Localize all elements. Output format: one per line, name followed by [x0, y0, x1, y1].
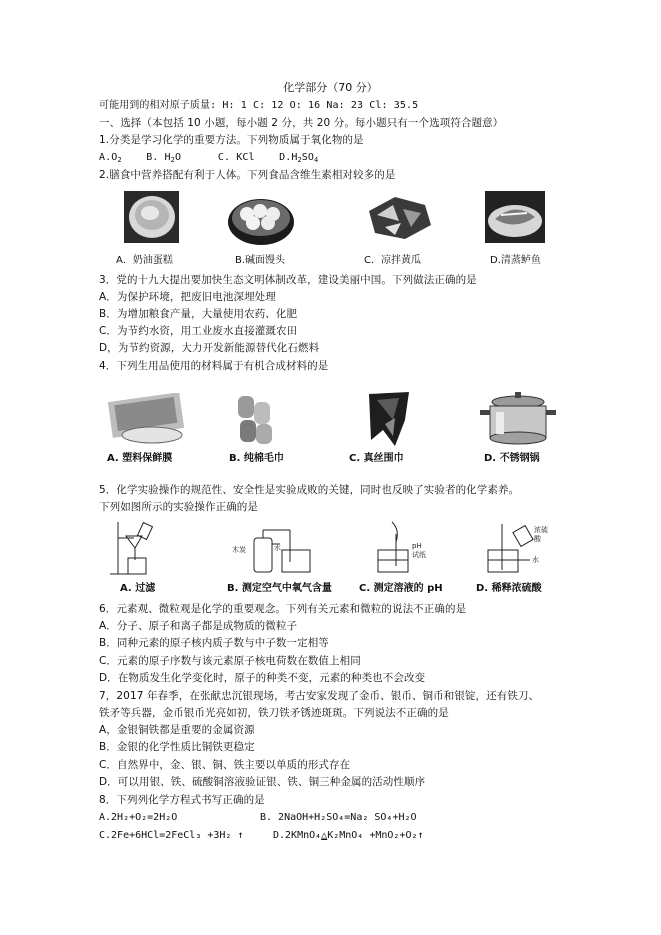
q5-stem-line2: 下列如图所示的实验操作正确的是	[99, 501, 258, 513]
q7-option-b: B．金银的化学性质比铜铁更稳定	[99, 741, 255, 753]
q1-option-a: $A.O_2$	[99, 152, 122, 164]
acid-label-1: 浓硫	[534, 526, 548, 534]
q8-option-d: D.2KMnO₄△K₂MnO₄ +MnO₂+O₂↑	[273, 830, 424, 841]
water-label: 水	[274, 544, 281, 552]
q8-option-b: B. 2NaOH+H₂SO₄=Na₂ SO₄+H₂O	[260, 812, 417, 823]
q4-option-d: D. 不锈钢锅	[484, 453, 540, 464]
q5-option-b: B. 测定空气中氧气含量	[227, 583, 332, 594]
q8-option-c: C.2Fe+6HCl=2FeCl₃ +3H₂ ↑	[99, 830, 244, 841]
q3-option-c: C．为节约水资，用工业废水直接灌溉农田	[99, 325, 298, 337]
q4-stem: 4．下列生用品使用的材料属于有机合成材料的是	[99, 360, 329, 372]
q5-option-c: C. 测定溶液的 pH	[359, 583, 443, 594]
water-label-2: 水	[532, 556, 539, 564]
q7-option-c: C．自然界中，金、银、铜、铁主要以单质的形式存在	[99, 759, 351, 771]
q4-option-b: B. 纯棉毛巾	[229, 453, 284, 464]
q1-option-d: $D.H_2SO_4$	[279, 152, 319, 164]
q7-option-a: A，金银铜铁都是重要的金属资源	[99, 724, 255, 736]
q6-stem: 6．元素观、微粒观是化学的重要观念。下列有关元素和微粒的说法不正确的是	[99, 603, 467, 615]
q7-stem-line1: 7，2017 年春季，在张献忠沉银现场，考古安家发现了金币、银币、铜币和银锭，还有铁刀、	[99, 690, 540, 702]
charcoal-label: 木炭	[232, 546, 246, 554]
dilution-diagram	[484, 520, 564, 578]
q7-stem-line2: 铁矛等兵器，金币银币光亮如初，铁刀铁矛锈迹斑斑。下列说法不正确的是	[99, 707, 449, 719]
q1-option-b: B. $H_2O$	[146, 152, 182, 164]
steel-pot-image	[478, 390, 558, 448]
q5-option-d: D. 稀释浓硫酸	[476, 583, 542, 594]
cake-image	[124, 191, 179, 243]
delta-sign: △	[321, 830, 328, 841]
q6-option-c: C．元素的原子序数与该元素原子核电荷数在数值上相同	[99, 655, 361, 667]
q3-option-d: D，为节约资源，大力开发新能源替代化石燃料	[99, 342, 320, 354]
steamed-buns-image	[227, 190, 295, 247]
q2-option-c: C．凉拌黄瓜	[364, 255, 421, 266]
q2-option-d: D.清蒸鲈鱼	[490, 255, 541, 266]
atomic-mass-line: 可能用到的相对原子质量: H: 1 C: 12 O: 16 Na: 23 Cl: 35.5	[99, 100, 419, 111]
q8-option-a: A.2H₂+O₂=2H₂O	[99, 812, 178, 823]
ph-test-diagram	[372, 520, 442, 578]
q5-stem-line1: 5．化学实验操作的规范性、安全性是实验成败的关键，同时也反映了实验者的化学素养。	[99, 484, 520, 496]
ph-label: pH	[412, 542, 422, 550]
q2-stem: 2.膳食中营养搭配有利于人体。下列食品含维生素相对较多的是	[99, 169, 396, 181]
section-title: 化学部分（70 分）	[283, 81, 378, 94]
q1-stem: 1.分类是学习化学的重要方法。下列物质属于氧化物的是	[99, 134, 364, 146]
oxygen-test-diagram	[232, 522, 324, 578]
q3-stem: 3．党的十九大提出要加快生态文明体制改革，建设美丽中国。下列做法正确的是	[99, 274, 477, 286]
q8-stem: 8．下列列化学方程式书写正确的是	[99, 794, 265, 806]
q6-option-b: B．同种元素的原子核内质子数与中子数一定相等	[99, 637, 329, 649]
q7-option-d: D．可以用银、铁、硫酸铜溶液验证银、铁、铜三种金属的活动性顺序	[99, 776, 426, 788]
q3-option-a: A．为保护环境，把废旧电池深埋处理	[99, 291, 276, 303]
q1-option-c: C. KCl	[217, 152, 255, 163]
filtration-diagram	[108, 518, 168, 580]
q2-option-b: B.碱面馒头	[235, 255, 286, 266]
plastic-wrap-image	[108, 393, 188, 445]
q6-option-a: A．分子、原子和离子都是成物质的微粒子	[99, 620, 298, 632]
q4-option-a: A. 塑料保鲜膜	[107, 453, 173, 464]
q1-options	[99, 150, 318, 168]
section-heading: 一、选择（本包括 10 小题，每小题 2 分，共 20 分。每小题只有一个选项符合题意）	[99, 117, 504, 129]
acid-label-2: 酸	[534, 535, 541, 543]
q6-option-d: D．在物质发生化学变化时，原子的种类不变，元素的种类也不会改变	[99, 672, 426, 684]
q2-option-a: A．奶油蛋糕	[116, 255, 173, 266]
towel-image	[232, 392, 280, 448]
steamed-fish-image	[485, 191, 545, 243]
silk-scarf-image	[365, 390, 413, 448]
q5-option-a: A. 过滤	[120, 583, 156, 594]
q3-option-b: B．为增加粮食产量，大量使用农药、化肥	[99, 308, 298, 320]
test-paper-label: 试纸	[412, 551, 426, 559]
cucumber-image	[365, 191, 435, 243]
q4-option-c: C. 真丝围巾	[349, 453, 404, 464]
